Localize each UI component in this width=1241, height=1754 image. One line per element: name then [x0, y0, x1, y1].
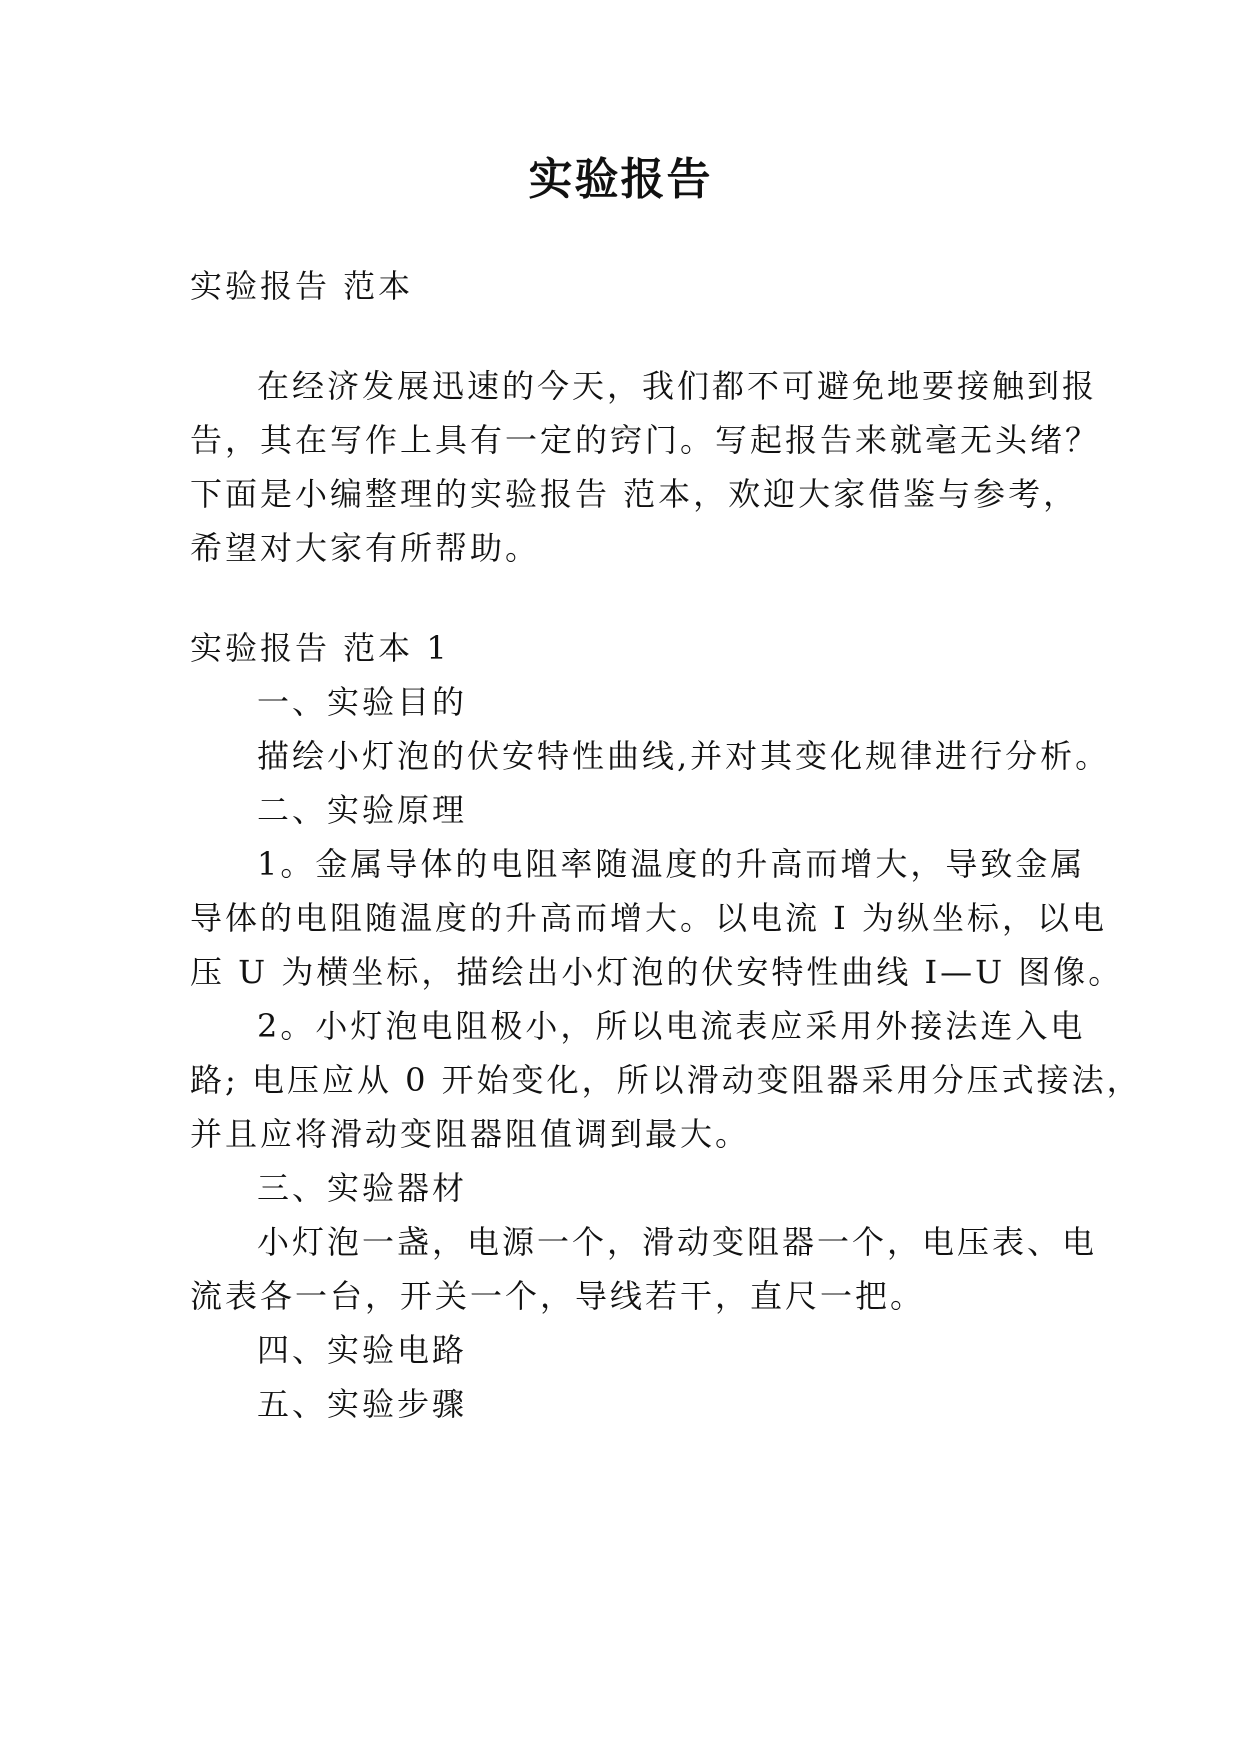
paragraph-line: 1。金属导体的电阻率随温度的升高而增大，导致金属: [257, 845, 1086, 883]
document-title: 实验报告: [528, 154, 713, 205]
intro-line-3: 下面是小编整理的实验报告 范本，欢迎大家借鉴与参考，: [190, 475, 1079, 513]
heading-circuit: 四、实验电路: [257, 1331, 468, 1369]
paragraph-line: 压 U 为横坐标，描绘出小灯泡的伏安特性曲线 I—U 图像。: [190, 953, 1124, 991]
intro-line-2: 告，其在写作上具有一定的窍门。写起报告来就毫无头绪？: [190, 421, 1101, 459]
paragraph-line: 小灯泡一盏，电源一个，滑动变阻器一个，电压表、电: [257, 1223, 1098, 1261]
intro-line-4: 希望对大家有所帮助。: [190, 529, 541, 567]
intro-line-1: 在经济发展迅速的今天，我们都不可避免地要接触到报: [257, 367, 1098, 405]
heading-purpose: 一、实验目的: [257, 683, 468, 721]
heading-principle: 二、实验原理: [257, 791, 468, 829]
heading-equipment: 三、实验器材: [257, 1169, 468, 1207]
paragraph-line: 路; 电压应从 0 开始变化，所以滑动变阻器采用分压式接法，: [190, 1061, 1142, 1099]
paragraph-line: 导体的电阻随温度的升高而增大。以电流 I 为纵坐标，以电: [190, 899, 1107, 937]
paragraph-line: 2。小灯泡电阻极小，所以电流表应采用外接法连入电: [257, 1007, 1086, 1045]
section-title: 实验报告 范本 1: [190, 629, 450, 667]
paragraph-line: 描绘小灯泡的伏安特性曲线,并对其变化规律进行分析。: [257, 737, 1111, 775]
paragraph-line: 流表各一台，开关一个，导线若干，直尺一把。: [190, 1277, 926, 1315]
paragraph-line: 并且应将滑动变阻器阻值调到最大。: [190, 1115, 751, 1153]
heading-steps: 五、实验步骤: [257, 1385, 468, 1423]
subtitle: 实验报告 范本: [190, 267, 414, 305]
